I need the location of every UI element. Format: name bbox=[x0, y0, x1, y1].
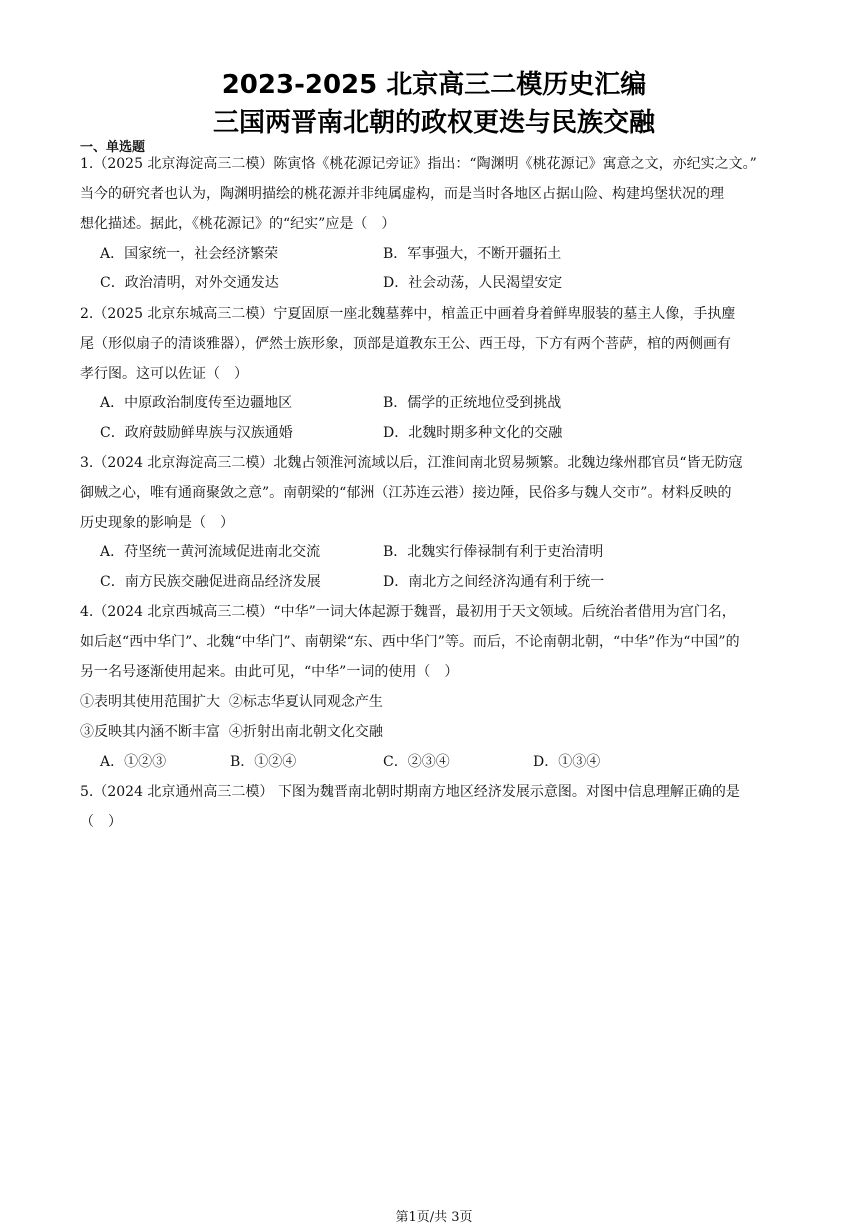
question-2-line-1: 2.（2025 北京东城高三二模）宁夏固原一座北魏墓葬中，棺盖正中画着身着鲜卑服装的墓主人像，手执麈 bbox=[80, 306, 736, 322]
question-4-option-d: D．①③④ bbox=[533, 754, 601, 770]
question-2-option-c: C．政府鼓励鲜卑族与汉族通婚 bbox=[100, 425, 293, 441]
question-1-line-1: 1.（2025 北京海淀高三二模）陈寅恪《桃花源记旁证》指出：“陶渊明《桃花源记》寓意之文，亦纪实之文。” bbox=[80, 156, 757, 172]
question-3-option-a: A．苻坚统一黄河流域促进南北交流 bbox=[100, 544, 321, 560]
question-4-option-a: A．①②③ bbox=[100, 754, 167, 770]
question-2-line-2: 尾（形似扇子的清谈雅器），俨然士族形象，顶部是道教东王公、西王母，下方有两个菩萨，棺的两侧画有 bbox=[80, 336, 731, 352]
question-1-option-c: C．政治清明，对外交通发达 bbox=[100, 275, 279, 291]
document-title-line1: 2023-2025 北京高三二模历史汇编 bbox=[221, 70, 647, 100]
question-4-line-2: 如后赵“西中华门”、北魏“中华门”、南朝梁“东、西中华门”等。而后，不论南朝北朝，“中华”作为“中国”的 bbox=[80, 634, 740, 650]
question-4-statement-line-2: ③反映其内涵不断丰富 ④折射出南北朝文化交融 bbox=[80, 724, 383, 740]
question-1-line-2: 当今的研究者也认为，陶渊明描绘的桃花源并非纯属虚构，而是当时各地区占据山险、构建坞堡状况的理 bbox=[80, 186, 724, 202]
question-2-option-a: A．中原政治制度传至边疆地区 bbox=[100, 395, 293, 411]
question-2-line-3: 孝行图。这可以佐证（ ） bbox=[80, 366, 248, 382]
question-5-line-1: 5.（2024 北京通州高三二模） 下图为魏晋南北朝时期南方地区经济发展示意图。对图中信息理解正确的是 bbox=[80, 784, 740, 800]
question-2-option-b: B．儒学的正统地位受到挑战 bbox=[383, 395, 562, 411]
question-1-option-b: B．军事强大，不断开疆拓土 bbox=[383, 246, 562, 262]
question-3-option-c: C．南方民族交融促进商品经济发展 bbox=[100, 574, 321, 590]
question-4-option-c: C．②③④ bbox=[383, 754, 450, 770]
question-3-line-3: 历史现象的影响是（ ） bbox=[80, 515, 234, 531]
document-title-line2: 三国两晋南北朝的政权更迭与民族交融 bbox=[212, 108, 655, 138]
question-5-line-2: （ ） bbox=[80, 814, 122, 830]
question-2-option-d: D．北魏时期多种文化的交融 bbox=[383, 425, 563, 441]
section-heading: 一、单选题 bbox=[80, 140, 146, 155]
question-4-line-1: 4.（2024 北京西城高三二模）“中华”一词大体起源于魏晋，最初用于天文领域。后统治者借用为宫门名， bbox=[80, 604, 736, 620]
question-4-option-b: B．①②④ bbox=[230, 754, 297, 770]
question-3-option-b: B．北魏实行俸禄制有利于吏治清明 bbox=[383, 544, 604, 560]
question-3-option-d: D．南北方之间经济沟通有利于统一 bbox=[383, 574, 605, 590]
question-3-line-1: 3.（2024 北京海淀高三二模）北魏占领淮河流域以后，江淮间南北贸易频繁。北魏边缘州郡官员“皆无防寇 bbox=[80, 455, 743, 471]
question-1-line-3: 想化描述。据此，《桃花源记》的“纪实”应是（ ） bbox=[80, 216, 396, 232]
question-4-line-3: 另一名号逐渐使用起来。由此可见，“中华”一词的使用（ ） bbox=[80, 664, 459, 680]
question-1-option-a: A．国家统一，社会经济繁荣 bbox=[100, 246, 279, 262]
question-4-statement-line-1: ①表明其使用范围扩大 ②标志华夏认同观念产生 bbox=[80, 694, 383, 710]
question-3-line-2: 御贼之心，唯有通商聚敛之意”。南朝梁的“郁洲（江苏连云港）接边陲，民俗多与魏人交市”。材料反映的 bbox=[80, 485, 732, 501]
page-number-footer: 第1页/共 3页 bbox=[395, 1210, 473, 1225]
question-1-option-d: D．社会动荡，人民渴望安定 bbox=[383, 275, 563, 291]
